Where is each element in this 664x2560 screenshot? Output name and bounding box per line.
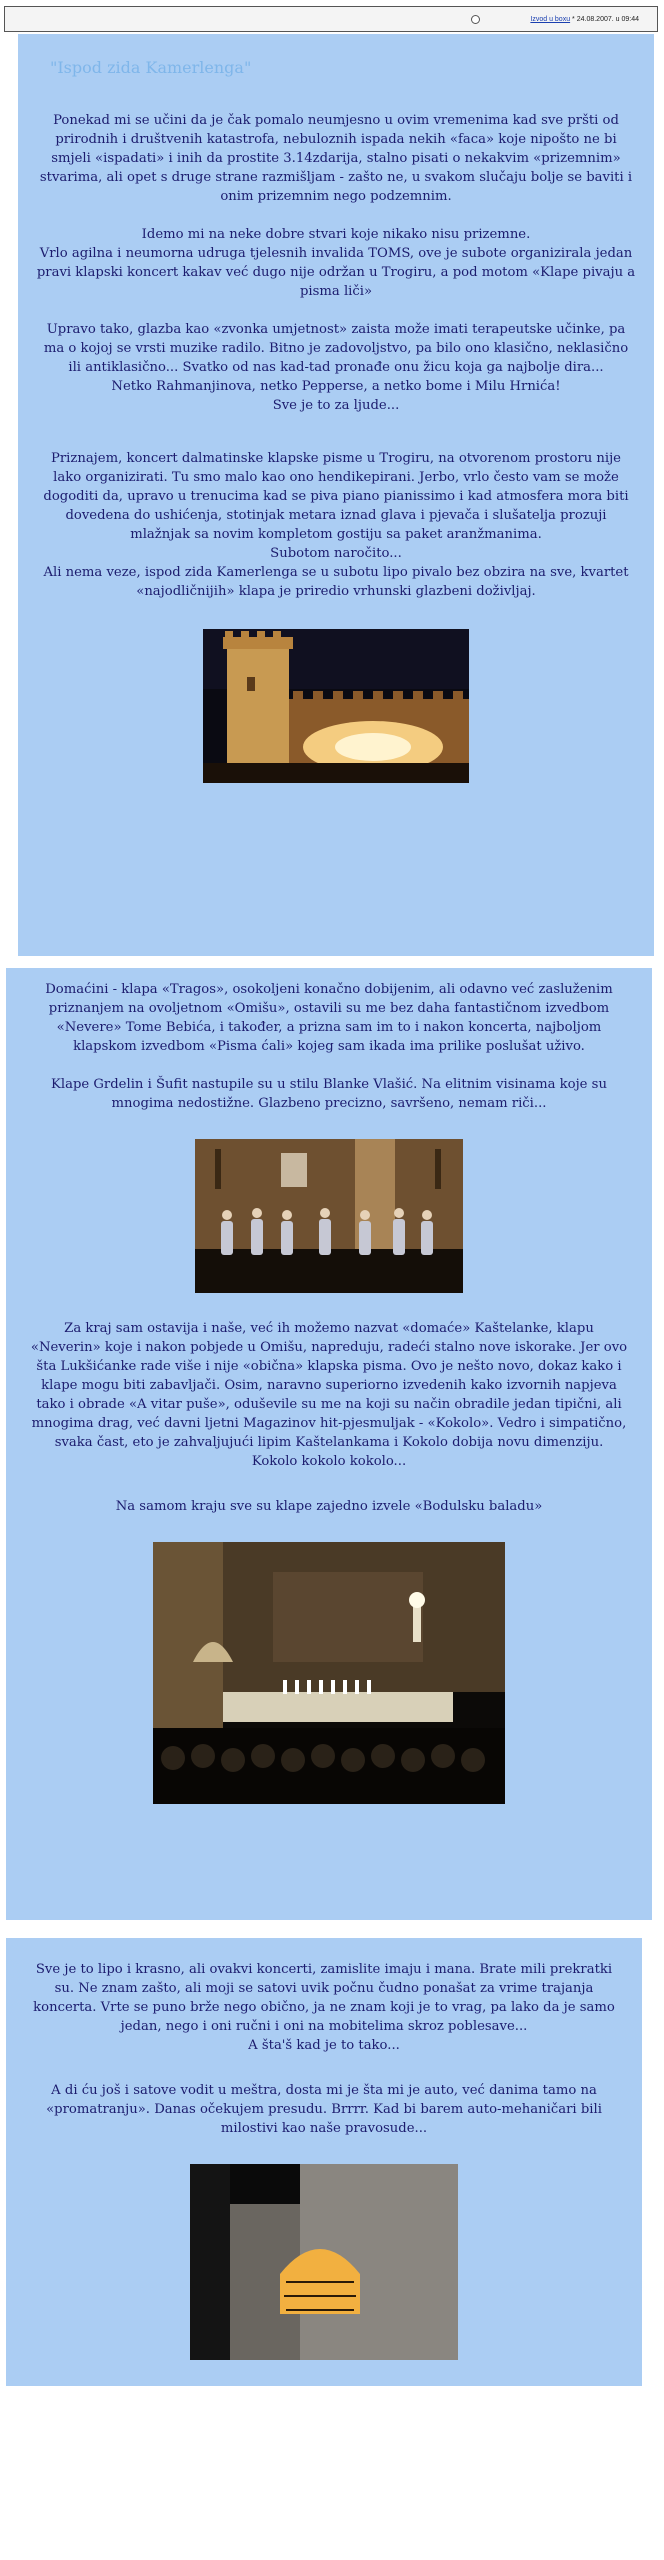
photo-night-window [190,2164,458,2360]
paragraph: Idemo mi na neke dobre stvari koje nikako nisu prizemne. Vrlo agilna i neumorna udruga tjelesnih invalida TOMS, ove je subote organizirala jedan pravi klapski koncert kakav već dugo nije održan u Trogiru, a pod motom «Klape pivaju a pisma liči» [36,227,636,299]
article-panel-1 [18,34,654,956]
paragraph: A di ću još i satove vodit u meštra, dosta mi je šta mi je auto, već danima tamo na «promatranju». Danas očekujem presudu. Brrrr. Kad bi barem auto-mehaničari bili milostivi kao naše pravosude... [46,2083,602,2136]
paragraph: Upravo tako, glazba kao «zvonka umjetnost» zaista može imati terapeutske učinke, pa ma o kojoj se vrsti muzike radilo. Bitno je zadovoljstvo, pa bilo ono klasično, neklasično ili antiklasično... Svatko od nas kad-tad pronađe onu žicu koja ga najbolje dira... Netko Rahmanjinova, netko Pepperse, a netko bome i Milu Hrnića! Sve je to za ljude... [43,322,629,413]
header-bar [4,6,658,32]
paragraph: Ponekad mi se učini da je čak pomalo neumjesno u ovim vremenima kad sve pršti od prirodnih i društvenih katastrofa, nebuloznih ispada nekih «faca» koje nipošto ne bi smjeli «ispadati» i inih da prostite 3.14zdarija, stalno pisati o nekakvim «prizemnim» stvarima, ali opet s druge strane razmišljam - zašto ne, u svakom slučaju bolje se baviti i onim prizemnim nego podzemnim. [39,113,633,204]
paragraph: Klape Grdelin i Šufit nastupile su u stilu Blanke Vlašić. Na elitnim visinama koje su mnogima nedostižne. Glazbeno precizno, savršeno, nemam riči... [51,1077,607,1111]
circle-icon [471,15,480,24]
photo-all-klapas-stage [153,1542,505,1804]
article-title: "Ispod zida Kamerlenga" [50,58,252,77]
post-link[interactable]: Izvod u boxu [530,16,571,23]
photo-tower-night [203,629,469,783]
post-date: * 24.08.2007. u 09:44 [572,16,639,23]
paragraph: Domaćini - klapa «Tragos», osokoljeni konačno dobijenim, ali odavno već zasluženim priznanjem na ovoljetnom «Omišu», ostavili su me bez daha fantastičnom izvedbom «Nevere» Tome Bebića, i također, a prizna sam im to i nakon koncerta, najboljom klapskom izvedbom «Pisma ćali» kojeg sam ikada ima prilike poslušat uživo. [45,982,613,1054]
post-meta [530,16,639,23]
paragraph: Na samom kraju sve su klape zajedno izvele «Bodulsku baladu» [115,1499,543,1514]
paragraph: Za kraj sam ostavija i naše, već ih možemo nazvat «domaće» Kaštelanke, klapu «Neverin» koje i nakon pobjede u Omišu, napreduju, radeći stalno nove iskorake. Jer ovo šta Lukšićanke rade više i nije «obična» klapska pisma. Ovo je nešto novo, dokaz kako i klape mogu biti zabavljači. Osim, naravno superiorno izvedenih kako izvornih napjeva tako i obrade «A vitar puše», oduševile su me na koji su način obradile jedan tipični, ali mnogima drag, već davni ljetni Magazinov hit-pjesmuljak - «Kokolo». Vedro i simpatično, svaka čast, eto je zahvaljujući lipim Kaštelankama i Kokolo dobija novu dimenziju. Kokolo kokolo kokolo... [30,1321,628,1469]
paragraph: Sve je to lipo i krasno, ali ovakvi koncerti, zamislite imaju i mana. Brate mili prekratki su. Ne znam zašto, ali moji se satovi uvik počnu čudno ponašat za vrime trajanja koncerta. Vrte se puno brže nego obično, ja ne znam koji je to vrag, pa lako da je samo jedan, nego i oni ručni i oni na mobitelima skroz poblesave... A šta'š kad je to tako... [33,1962,615,2053]
article-panel-2 [6,968,652,1920]
article-panel-3 [6,1938,642,2386]
photo-klapa-singers [195,1139,463,1293]
paragraph: Priznajem, koncert dalmatinske klapske pisme u Trogiru, na otvorenom prostoru nije lako organizirati. Tu smo malo kao ono hendikepirani. Jerbo, vrlo često vam se može dogoditi da, upravo u trenucima kad se piva piano pianissimo i kad atmosfera mora biti dovedena do ushićenja, stotinjak metara iznad glava i pjevača i slušatelja prozuji mlažnjak sa novim kompletom gostiju sa paket aranžmanima. Subotom naročito... Ali nema veze, ispod zida Kamerlenga se u subotu lipo pivalo bez obzira na sve, kvartet «najodličnijih» klapa je priredio vrhunski glazbeni doživljaj. [43,451,629,599]
